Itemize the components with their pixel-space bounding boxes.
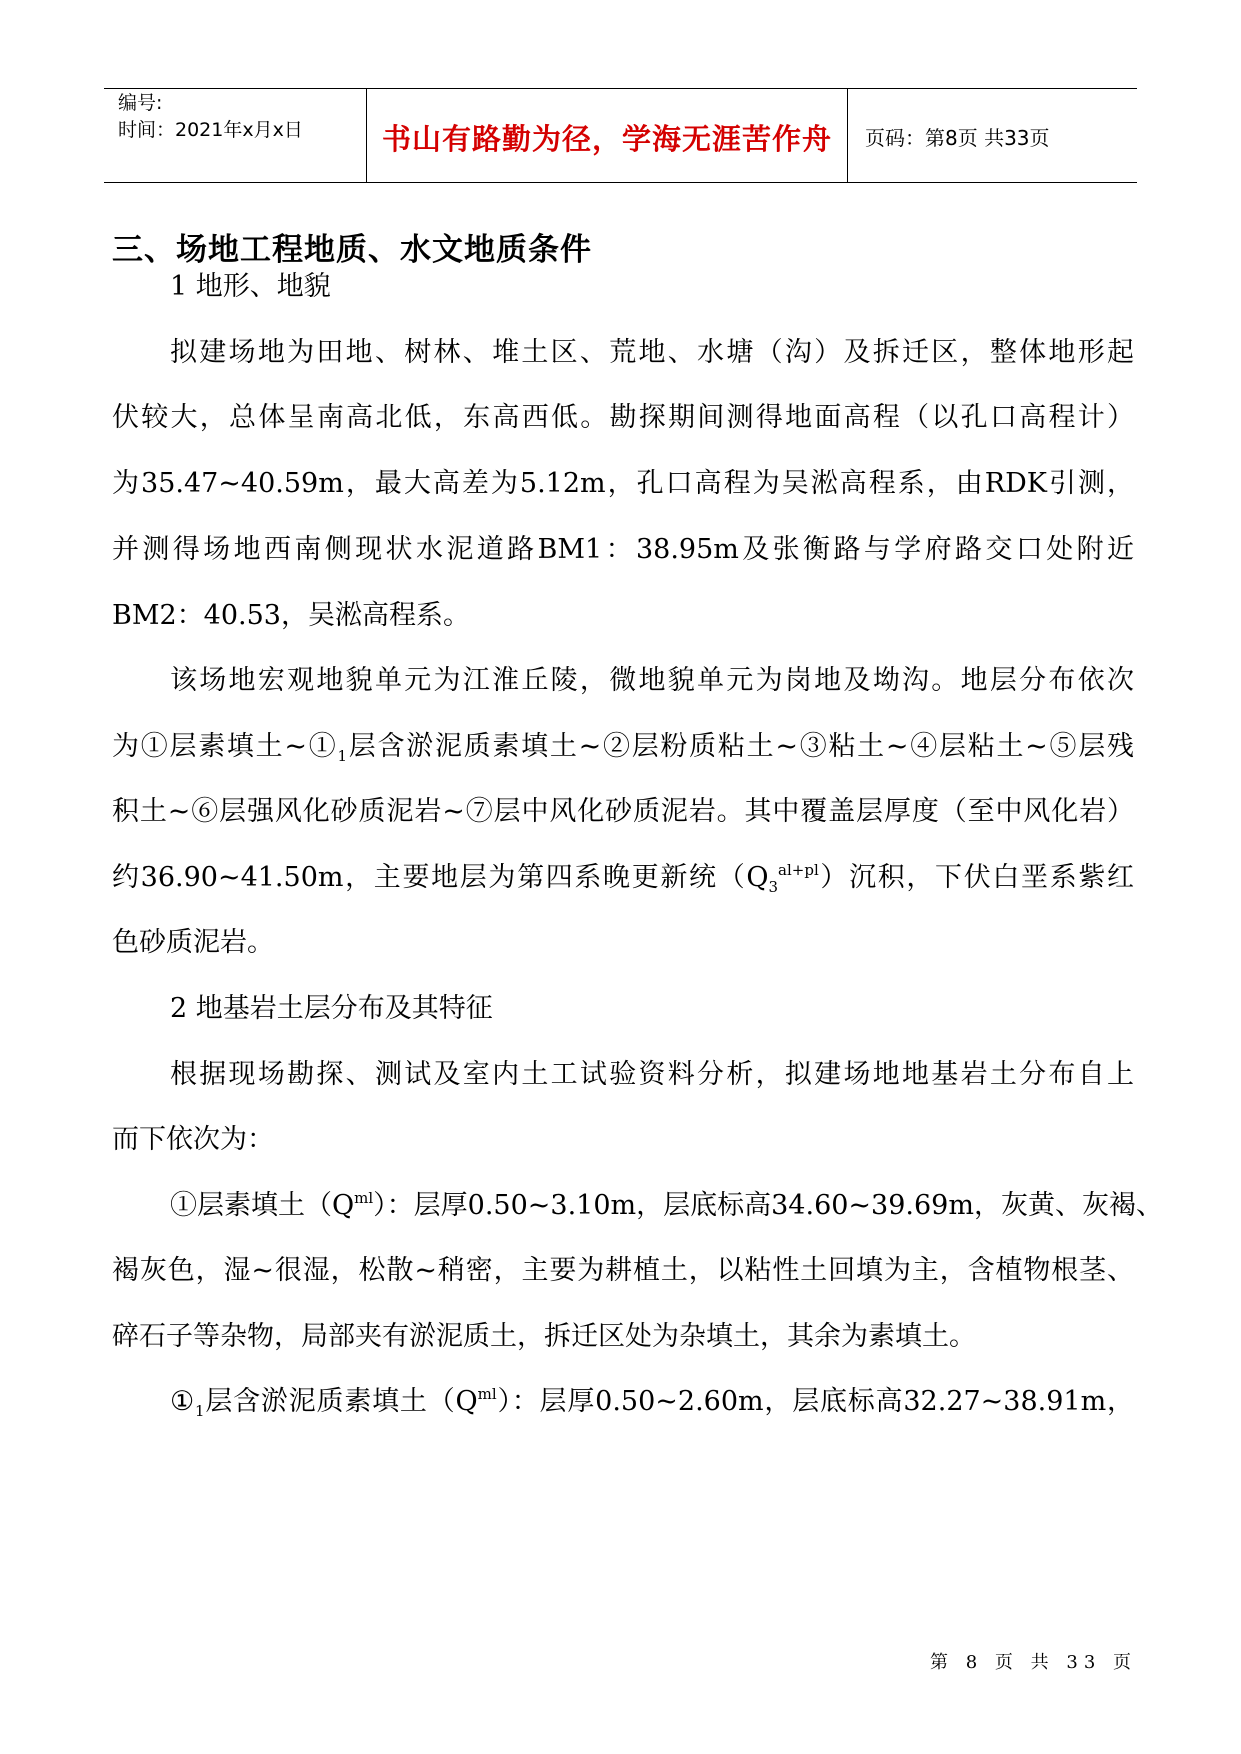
header-info-cell — [104, 89, 367, 182]
document-header — [104, 88, 1137, 183]
text-run: 为①层素填土~① — [112, 731, 338, 762]
text-run: ①层素填土（Q — [170, 1190, 355, 1221]
subscript: 1 — [195, 1402, 205, 1420]
subscript: 3 — [768, 878, 779, 896]
motto: 书山有路勤为径，学海无涯苦作舟 — [381, 122, 832, 156]
paragraph-line: 伏较大，总体呈南高北低，东高西低。勘探期间测得地面高程（以孔口高程计） — [112, 402, 1134, 433]
header-motto-cell — [367, 89, 848, 182]
paragraph-line: 并测得场地西南侧现状水泥道路BM1：38.95m及张衡路与学府路交口处附近 — [112, 534, 1134, 565]
paragraph-line: 色砂质泥岩。 — [112, 927, 274, 958]
paragraph-line: 为35.47~40.59m，最大高差为5.12m，孔口高程为吴淞高程系，由RDK引测， — [112, 468, 1134, 499]
text-run: 约36.90~41.50m，主要地层为第四系晚更新统（Q — [112, 862, 769, 893]
paragraph-line — [112, 727, 1134, 767]
text-run: ）：层厚0.50~3.10m，层底标高34.60~39.69m，灰黄、灰褐、 — [373, 1190, 1163, 1221]
subscript: 1 — [337, 747, 348, 765]
text-run: ）沉积，下伏白垩系紫红 — [818, 862, 1135, 893]
text-run: ）：层厚0.50~2.60m，层底标高32.27~38.91m， — [496, 1386, 1134, 1417]
paragraph-line — [170, 1382, 1134, 1422]
section-title: 三、场地工程地质、水文地质条件 — [112, 232, 592, 268]
subsection-title-strata: 2 地基岩土层分布及其特征 — [170, 993, 493, 1024]
subsection-title-terrain: 1 地形、地貌 — [170, 271, 331, 302]
page-label: 页码：第8页 共33页 — [865, 126, 1050, 150]
paragraph-line: 积土~⑥层强风化砂质泥岩~⑦层中风化砂质泥岩。其中覆盖层厚度（至中风化岩） — [112, 796, 1134, 827]
paragraph-line — [170, 1186, 1163, 1226]
superscript: al+pl — [778, 861, 819, 879]
paragraph-line: 根据现场勘探、测试及室内土工试验资料分析，拟建场地地基岩土分布自上 — [170, 1059, 1134, 1090]
paragraph-line — [112, 858, 1134, 898]
paragraph-line: 该场地宏观地貌单元为江淮丘陵，微地貌单元为岗地及坳沟。地层分布依次 — [170, 665, 1134, 696]
time-label: 时间：2021年x月x日 — [118, 119, 303, 141]
serial-label: 编号: — [118, 92, 163, 114]
footer-page-number: 第 8 页 共 33 页 — [930, 1652, 1137, 1673]
paragraph-line: 而下依次为： — [112, 1124, 274, 1155]
header-page-cell — [849, 89, 1137, 182]
text-run: 层含淤泥质素填土（Q — [204, 1386, 478, 1417]
text-run: 层含淤泥质素填土~②层粉质粘土~③粘土~④层粘土~⑤层残 — [347, 731, 1134, 762]
superscript: ml — [354, 1189, 374, 1207]
superscript: ml — [477, 1385, 497, 1403]
page-footer — [0, 1648, 1241, 1674]
paragraph-line: BM2：40.53，吴淞高程系。 — [112, 600, 470, 631]
paragraph-line: 拟建场地为田地、树林、堆土区、荒地、水塘（沟）及拆迁区，整体地形起 — [170, 337, 1134, 368]
paragraph-line: 碎石子等杂物，局部夹有淤泥质土，拆迁区处为杂填土，其余为素填土。 — [112, 1321, 976, 1352]
text-run: ① — [170, 1386, 195, 1417]
paragraph-line: 褐灰色，湿~很湿，松散~稍密，主要为耕植土，以粘性土回填为主，含植物根茎、 — [112, 1255, 1134, 1286]
